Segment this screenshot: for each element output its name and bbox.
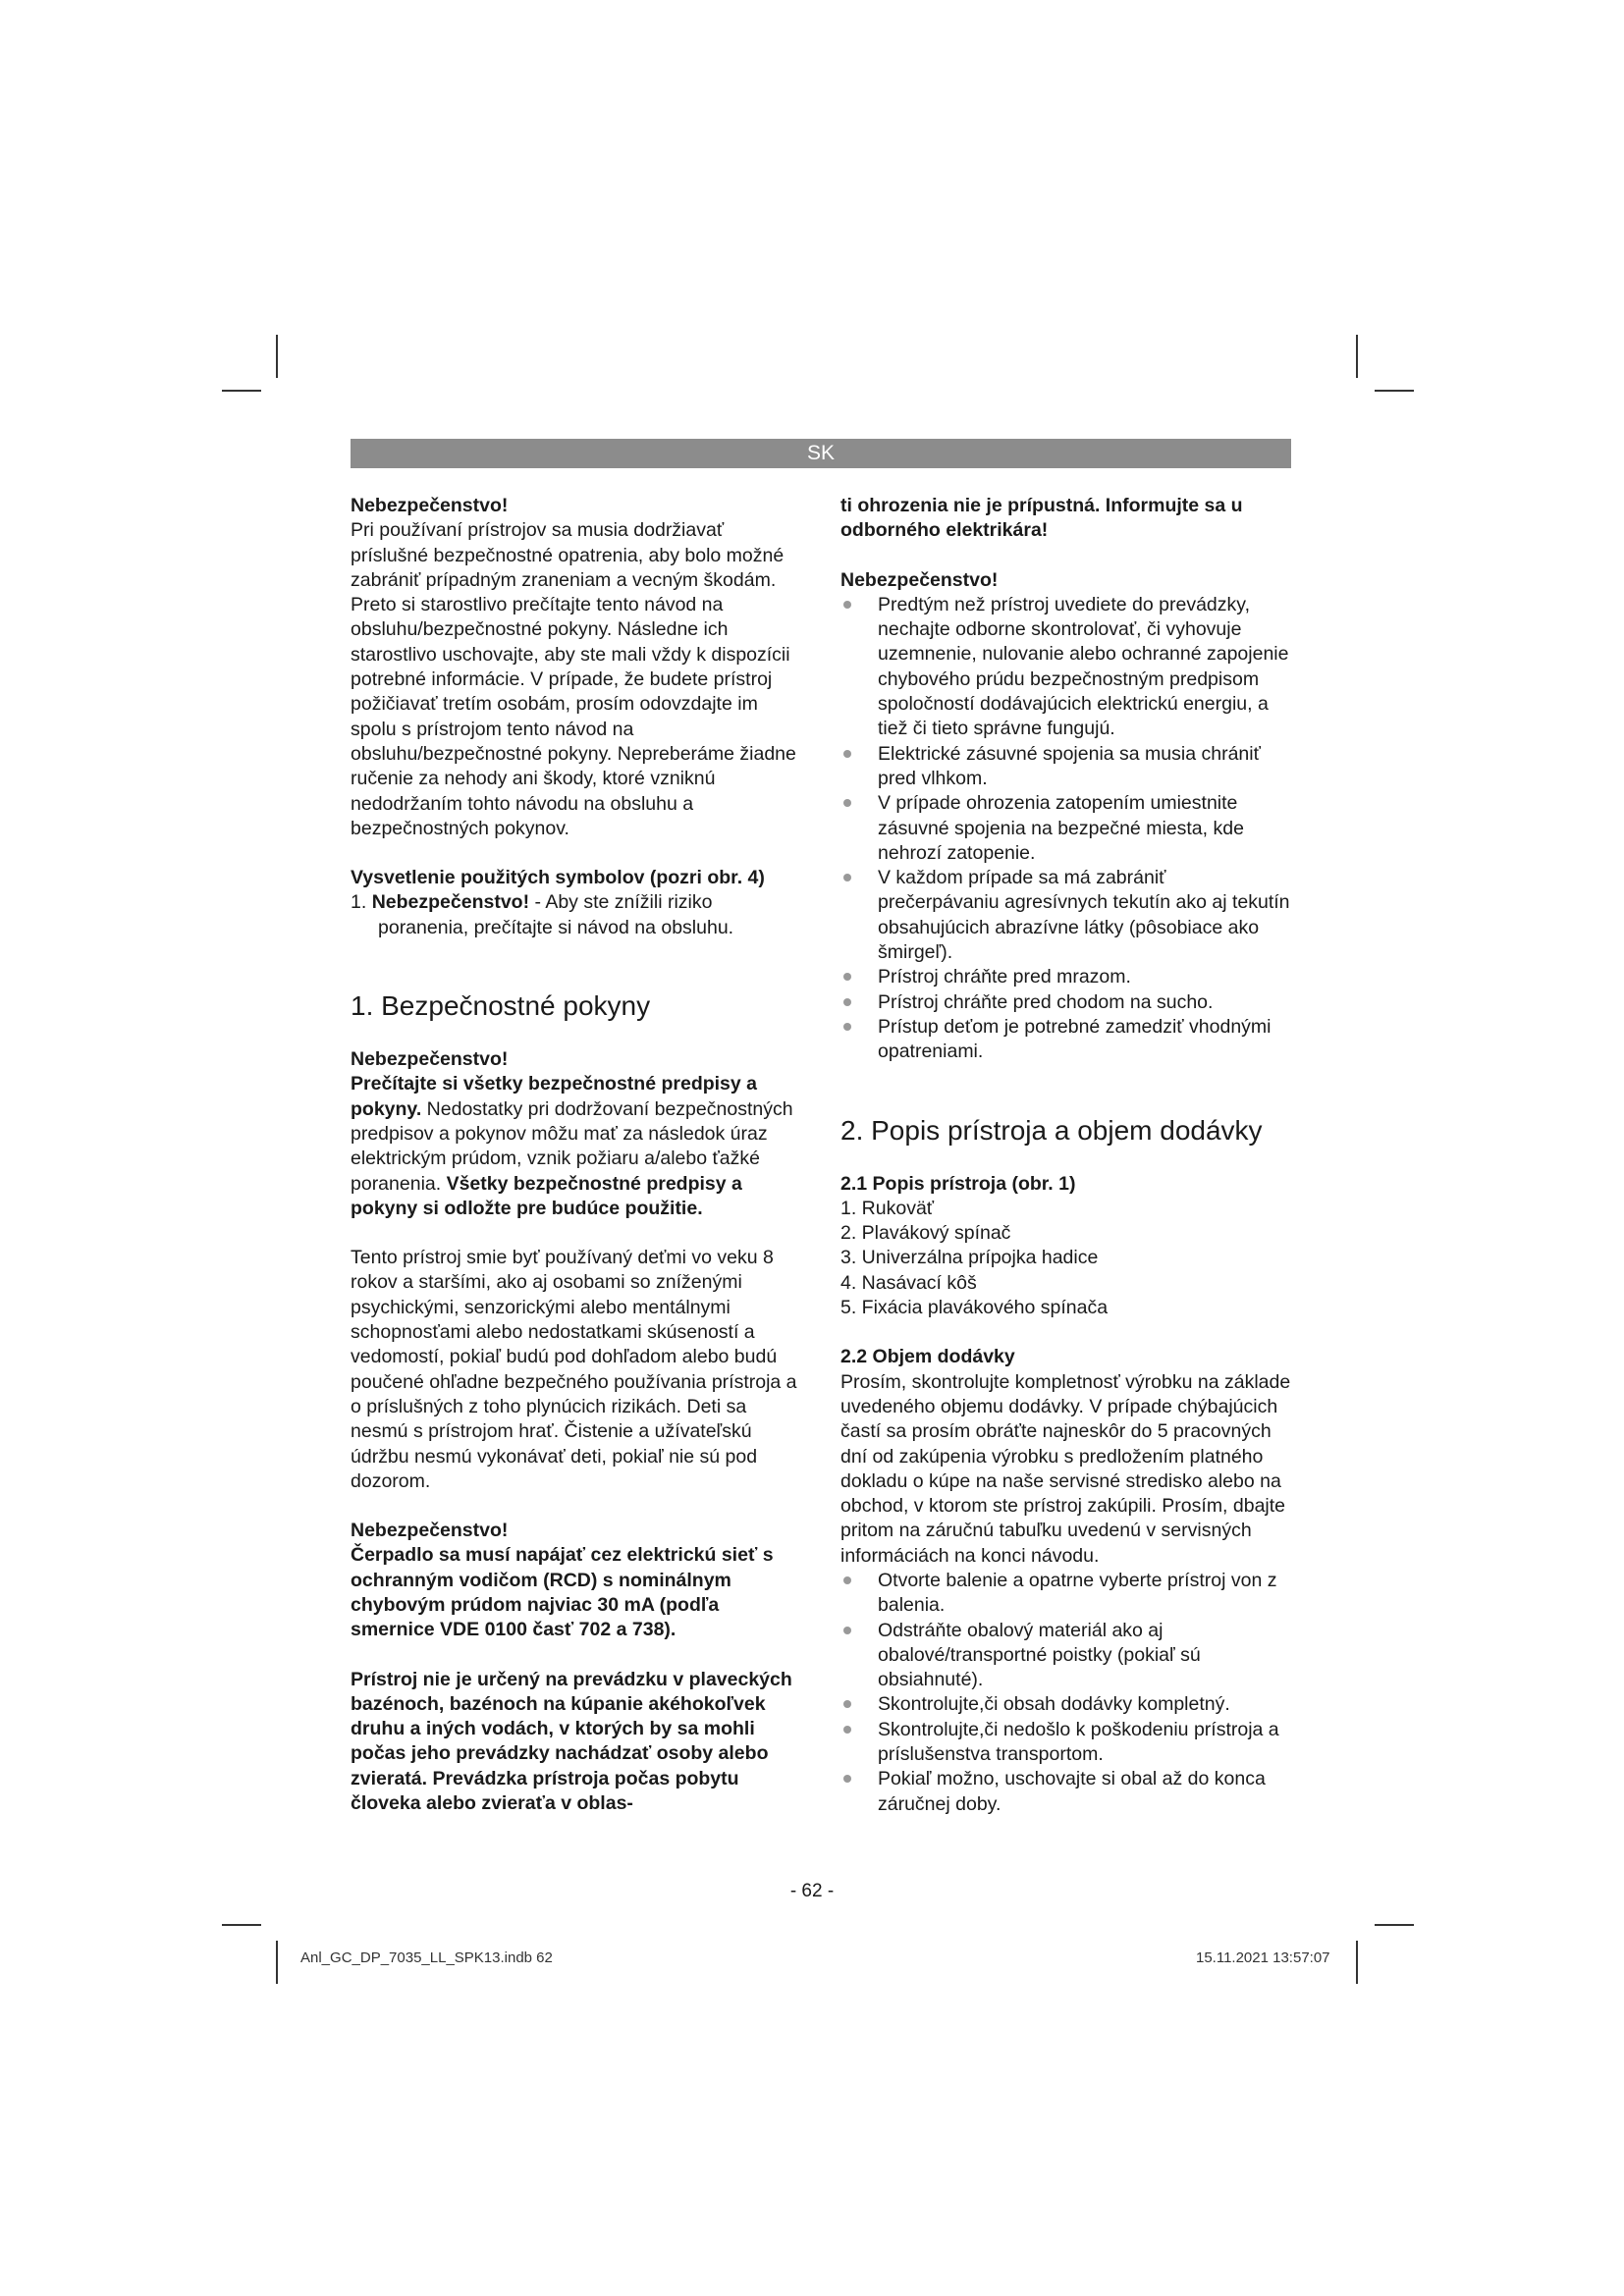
page-number: - 62 - xyxy=(789,1881,835,1901)
continued-warning: ti ohrozenia nie je prípustná. Informujte sa u odborného elektrikára! xyxy=(840,495,1243,542)
section-title: 1. Bezpečnostné pokyny xyxy=(351,990,651,1022)
crop-mark xyxy=(276,335,278,378)
crop-mark xyxy=(1375,390,1414,392)
left-column xyxy=(351,494,802,1816)
list-item: Pokiaľ možno, uschovajte si obal až do konca záručnej doby. xyxy=(840,1767,1292,1817)
list-item: Prístroj chráňte pred mrazom. xyxy=(840,965,1292,989)
list-item: Predtým než prístroj uvediete do prevádzky, nechajte odborne skontrolovať, či vyhovuje uzemnenie, nulovanie alebo ochranné zapojenie chybového prúdu bezpečnostným predpisom spoločností dodávajúcich elektrickú energiu, a tiež či tieto správne fungujú. xyxy=(840,593,1292,742)
parts-list xyxy=(840,1197,1292,1320)
subsection-title: 2.2 Objem dodávky xyxy=(840,1346,1015,1368)
warning-title: Nebezpečenstvo! xyxy=(840,568,999,591)
subsection-title: 2.1 Popis prístroja (obr. 1) xyxy=(840,1172,1076,1195)
delivery-bullets xyxy=(840,1569,1292,1817)
list-item: 1. Rukoväť xyxy=(840,1197,935,1219)
crop-mark xyxy=(276,1941,278,1984)
crop-mark xyxy=(222,390,261,392)
crop-mark xyxy=(222,1924,261,1926)
right-column xyxy=(840,494,1292,1817)
list-item: Elektrické zásuvné spojenia sa musia chrániť pred vlhkom. xyxy=(840,742,1292,792)
list-item: 2. Plavákový spínač xyxy=(840,1222,1011,1245)
list-item: V prípade ohrozenia zatopením umiestnite zásuvné spojenia na bezpečné miesta, kde nehrozí zatopenie. xyxy=(840,791,1292,866)
footer-filename: Anl_GC_DP_7035_LL_SPK13.indb 62 xyxy=(300,1949,553,1966)
symbol-item: 1. Nebezpečenstvo! - Aby ste znížili riziko poranenia, prečítajte si návod na obsluhu. xyxy=(351,891,734,938)
symbols-title: Vysvetlenie použitých symbolov (pozri obr. 4) xyxy=(351,867,765,889)
rcd-warning: Čerpadlo sa musí napájať cez elektrickú sieť s ochranným vodičom (RCD) s nominálnym chybovým prúdom najviac 30 mA (podľa smernice VDE 0100 časť 702 a 738). xyxy=(351,1544,774,1641)
children-paragraph: Tento prístroj smie byť používaný deťmi vo veku 8 rokov a staršími, ako aj osobami so zníženými psychickými, senzorickými alebo mentálnymi schopnosťami alebo nedostatkami skúseností a vedomostí, pokiaľ budú pod dohľadom alebo budú poučené ohľadne bezpečného používania prístroja a o príslušných z toho plynúcich rizikách. Deti sa nesmú s prístrojom hrať. Čistenie a užívateľskú údržbu nesmú vykonávať deti, pokiaľ nie sú pod dozorom. xyxy=(351,1247,797,1492)
crop-mark xyxy=(1375,1924,1414,1926)
list-item: 4. Nasávací kôš xyxy=(840,1271,977,1294)
list-item: Prístroj chráňte pred chodom na sucho. xyxy=(840,990,1292,1015)
list-item: Otvorte balenie a opatrne vyberte prístroj von z balenia. xyxy=(840,1569,1292,1619)
language-header: SK xyxy=(351,439,1291,468)
warning-title: Nebezpečenstvo! xyxy=(351,1048,509,1071)
list-item: V každom prípade sa má zabrániť prečerpávaniu agresívnych tekutín ako aj tekutín obsahujúcich abrazívne látky (pôsobiace ako šmirgeľ). xyxy=(840,866,1292,965)
warning-title: Nebezpečenstvo! xyxy=(351,495,509,516)
list-item: Skontrolujte,či obsah dodávky kompletný. xyxy=(840,1692,1292,1717)
warning-title: Nebezpečenstvo! xyxy=(351,1520,509,1542)
list-item: Odstráňte obalový materiál ako aj obalové/transportné poistky (pokiaľ sú obsiahnuté). xyxy=(840,1619,1292,1693)
list-item: Prístup deťom je potrebné zamedziť vhodnými opatreniami. xyxy=(840,1015,1292,1065)
safety-bullets xyxy=(840,593,1292,1065)
section-title: 2. Popis prístroja a objem dodávky xyxy=(840,1114,1263,1146)
warning-text: Pri používaní prístrojov sa musia dodržiavať príslušné bezpečnostné opatrenia, aby bolo možné zabrániť prípadným zraneniam a vecným škodám. Preto si starostlivo prečítajte tento návod na obsluhu/bezpečnostné pokyny. Následne ich starostlivo uschovajte, aby ste mali vždy k dispozícii potrebné informácie. V prípade, že budete prístroj požičiavať tretím osobám, prosím odovzdajte im spolu s prístrojom tento návod na obsluhu/bezpečnostné pokyny. Nepreberáme žiadne ručenie za nehody ani škody, ktoré vzniknú nedodržaním tohto návodu na obsluhu a bezpečnostných pokynov. xyxy=(351,519,796,839)
symbols-list xyxy=(351,890,802,940)
footer-timestamp: 15.11.2021 13:57:07 xyxy=(1196,1949,1330,1966)
delivery-paragraph: Prosím, skontrolujte kompletnosť výrobku na základe uvedeného objemu dodávky. V prípade chýbajúcich častí sa prosím obráťte najneskôr do 5 pracovných dní od zakúpenia výrobku s predložením platného dokladu o kúpe na naše servisné stredisko alebo na obchod, v ktorom ste prístroj zakúpili. Prosím, dbajte pritom na záručnú tabuľku uvedenú v servisných informáciách na konci návodu. xyxy=(840,1370,1291,1567)
warning-paragraph: Prečítajte si všetky bezpečnostné predpisy a pokyny. Nedostatky pri dodržovaní bezpečnostných predpisov a pokynov môžu mať za následok úraz elektrickým prúdom, vznik požiaru a/alebo ťažké poranenia. Všetky bezpečnostné predpisy a pokyny si odložte pre budúce použitie. xyxy=(351,1073,793,1219)
crop-mark xyxy=(1356,335,1358,378)
list-item: 3. Univerzálna prípojka hadice xyxy=(840,1247,1099,1269)
list-item: 5. Fixácia plavákového spínača xyxy=(840,1297,1109,1319)
crop-mark xyxy=(1356,1941,1358,1984)
pool-warning: Prístroj nie je určený na prevádzku v plaveckých bazénoch, bazénoch na kúpanie akéhokoľvek druhu a iných vodách, v ktorých by sa mohli počas jeho prevádzky nachádzať osoby alebo zvieratá. Prevádzka prístroja počas pobytu človeka alebo zvieraťa v oblas- xyxy=(351,1668,792,1815)
list-item: Skontrolujte,či nedošlo k poškodeniu prístroja a príslušenstva transportom. xyxy=(840,1718,1292,1768)
